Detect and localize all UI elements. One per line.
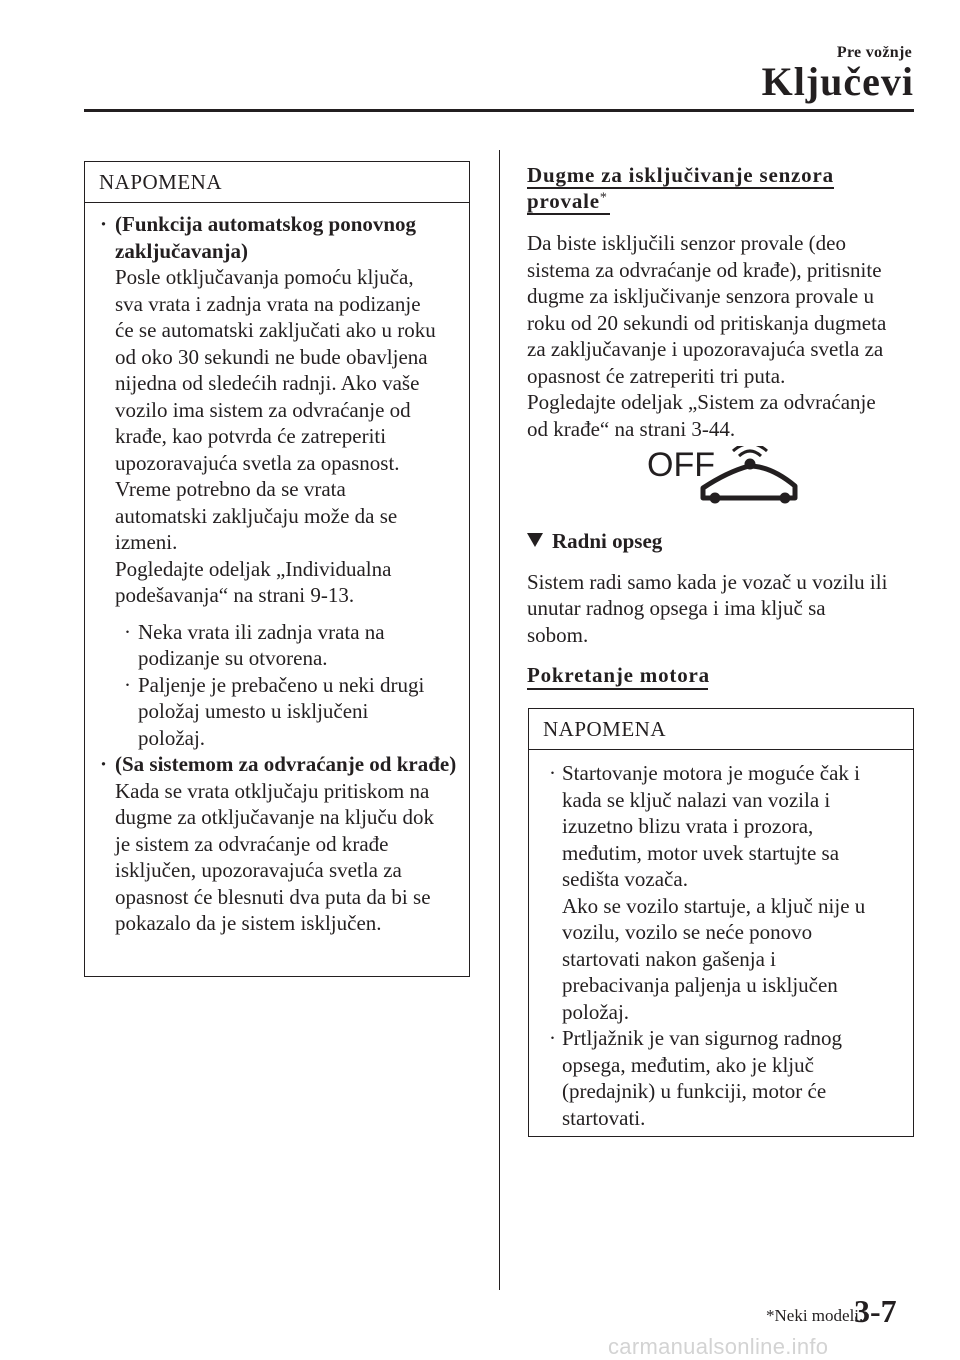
- note-box-right: [528, 708, 914, 1137]
- watermark: carmanualsonline.info: [608, 1334, 829, 1359]
- column-divider: [499, 150, 500, 1290]
- note-subitem: · Paljenje je prebačeno u neki drugi položaj umesto u isključeni položaj.: [85, 672, 459, 752]
- page-number: 3-7: [854, 1293, 897, 1329]
- header-section-label: Pre vožnje: [836, 44, 912, 61]
- section-heading-sensor: Dugme za isključivanje senzora provale*: [527, 163, 834, 213]
- note-item: · Prtljažnik je van sigurnog radnog opsega, međutim, ako je ključ (predajnik) u funkciji, motor će startovati.: [529, 1025, 903, 1131]
- operating-range-text: Sistem radi samo kada je vozač u vozilu ili unutar radnog opsega i ima ključ sa sobom.: [527, 569, 888, 647]
- note-body: [529, 750, 913, 1131]
- svg-text:OFF: OFF: [647, 446, 715, 484]
- header-rule: [84, 109, 914, 112]
- footnote: *Neki modeli.: [766, 1306, 864, 1325]
- page-title: Ključevi: [761, 59, 914, 104]
- note-item: · Startovanje motora je moguće čak i kada se ključ nalazi van vozila i izuzetno blizu vrata i prozora, međutim, motor uvek startujte sa sedišta vozača. Ako se vozilo startuje, a ključ nije u vozilu, vozilo se neće ponovo startovati nakon gašenja i prebacivanja paljenja u isključen položaj.: [529, 760, 903, 1025]
- note-heading: NAPOMENA: [529, 709, 913, 750]
- note-body: [85, 203, 469, 937]
- note-item-title: · (Funkcija automatskog ponovnog zaključavanja): [85, 211, 459, 264]
- intrusion-sensor-off-icon: [527, 446, 917, 514]
- note-subitem: · Neka vrata ili zadnja vrata na podizanje su otvorena.: [85, 619, 459, 672]
- note-box-left: [84, 161, 470, 977]
- triangle-icon: [527, 533, 543, 547]
- note-heading: NAPOMENA: [85, 162, 469, 203]
- note-item-text: Kada se vrata otključaju pritiskom na dugme za otključavanje na ključu dok je sistem za odvraćanje od krađe isključen, upozoravajuća svetla za opasnost će blesnuti dva puta da bi se pokazalo da je sistem isključen.: [115, 778, 434, 935]
- right-column: [527, 162, 917, 692]
- note-item-title: · (Sa sistemom za odvraćanje od krađe): [85, 751, 459, 778]
- subheading-operating-range: Radni opseg: [527, 528, 917, 555]
- section-body-sensor: Da biste isključili senzor provale (deo sistema za odvraćanje od krađe), pritisnite dugme za isključivanje senzora provale u roku od 20 sekundi od pritiskanja dugmeta za zaključavanje i upozoravajuća svetla za opasnost će zatreperiti tri puta. Pogledajte odeljak „Sistem za odvraćanje od krađe“ na strani 3-44.: [527, 231, 887, 441]
- section-heading-engine-start: Pokretanje motora: [527, 662, 917, 692]
- note-item-text: Posle otključavanja pomoću ključa, sva vrata i zadnja vrata na podizanje će se automatski zaključati ako u roku od oko 30 sekundi ne bude obavljena nijedna od sledećih radnji. Ako vaše vozilo ima sistem za odvraćanje od krađe, kao potvrda će zatreperiti upozoravajuća svetla za opasnost. Vreme potrebno da se vrata automatski zaključaju može da se izmeni. Pogledajte odeljak „Individualna podešavanja“ na strani 9-13.: [115, 265, 436, 607]
